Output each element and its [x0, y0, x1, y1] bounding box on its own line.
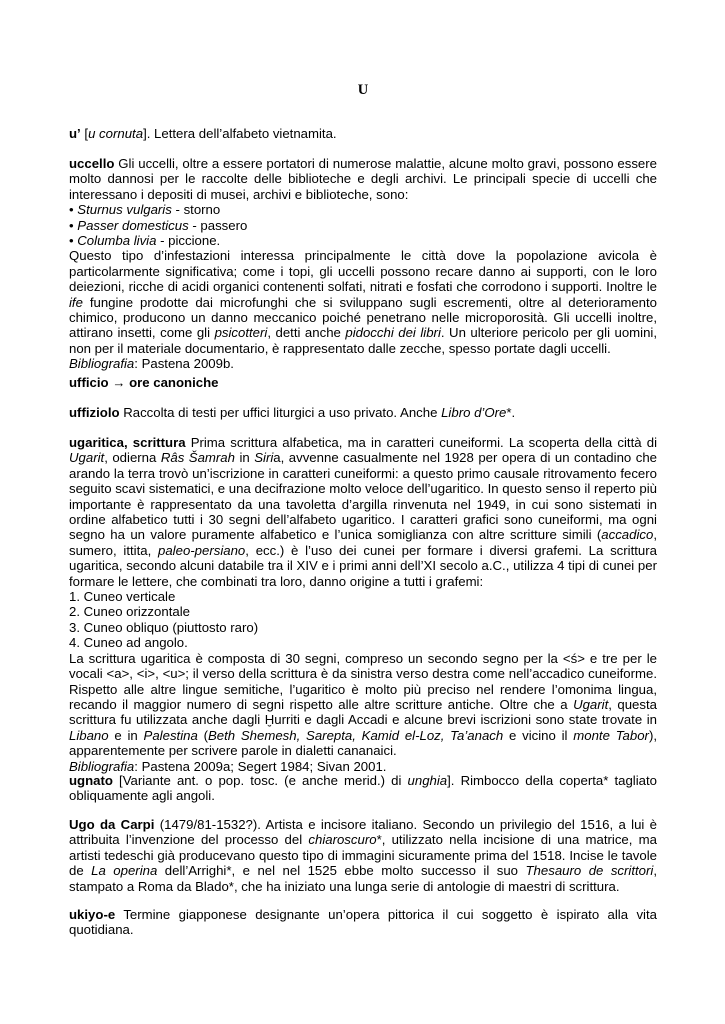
entry-ugaritica: ugaritica, scrittura Prima scrittura alfabetica, ma in caratteri cuneiformi. La scoperta della città di Ugarit, odierna Râs Šamrah in Siria, avvenne casualmente nel 1928 per opera di un contadino che arando la terra trovò un’iscrizione in caratteri cuneiformi: a questo primo causale ritrovamento fecero seguito scavi sistematici, e una decifrazione molto veloce dell’ugaritico. In questo senso il reperto più importante è rappresentato da una tavoletta d’argilla rinvenuta nel 1949, in cui sono sistemati in ordine alfabetico tutti i 30 segni dell’alfabeto ugaritico. I caratteri grafici sono cuneiformi, ma ogni segno ha un valore puramente alfabetico e l’unica somiglianza con altre scritture simili (accadico, sumero, ittita, paleo-persiano, ecc.) è l’uso dei cunei per formare i diversi grafemi. La scrittura ugaritica, secondo alcuni databile tra il XIV e i primi anni dell’XI secolo a.C., utilizza 4 tipi di cunei per formare le lettere, che combinati tra loro, danno origine a tutti i grafemi: 1. Cuneo verticale 2. Cuneo orizzontale 3. Cuneo obliquo (piuttosto raro) 4. Cuneo ad angolo. La scrittura ugaritica è composta di 30 segni, compreso un secondo segno per la <ś> e tre per le vocali <a>, <i>, <u>; il verso della scrittura è da sinistra verso destra come nell’accadico cuneiforme. Rispetto alle altre lingue semitiche, l’ugaritico è molto più preciso nel rendere l’omonima lingua, recando il maggior numero di segni rispetto alle altre scritture antiche. Oltre che a Ugarit, questa scrittura fu utilizzata anche dagli Ḫurriti e dagli Accadi e alcune brevi iscrizioni sono state trovate in Libano e in Palestina (Beth Shemesh, Sarepta, Kamid el-Loz, Ta’anach e vicino il monte Tabor), apparentemente per scrivere parole in dialetti cananaici. Bibliografia: Pastena 2009a; Segert 1984; Sivan 2001.	[69, 435, 657, 774]
entry-uffiziolo: uffiziolo Raccolta di testi per uffici liturgici a uso privato. Anche Libro d’Ore*.	[69, 405, 516, 420]
body-text: Questo tipo d’infestazioni interessa principalmente le città dove la popolazione avicola è particolarmente significativa; come i topi, gli uccelli possono recare danno ai supporti, con le loro deiezioni, ricche di acidi organici contenenti solfati, nitrati e fosfati che corrodono i supporti. Inoltre le ife fungine prodotte dai microfunghi che si sviluppano sugli escrementi, oltre al deterioramento chimico, producono un danno meccanico poiché penetrano nelle microporosità. Gli uccelli inoltre, attirano insetti, come gli psicotteri, detti anche pidocchi dei libri. Un ulteriore pericolo per gli uomini, non per il materiale documentario, è rappresentato dalle zecche, spesso portate dagli uccelli.	[69, 248, 658, 356]
entry-ukiyo-e: ukiyo-e Termine giapponese designante un’opera pittorica il cui soggetto è ispirato alla vita quotidiana.	[69, 907, 657, 938]
letter-heading: U	[357, 82, 369, 98]
headword: u’	[69, 126, 81, 141]
species-item: • Sturnus vulgaris - storno	[69, 202, 221, 218]
entry-ufficio	[69, 375, 657, 390]
headword: uccello	[69, 156, 115, 171]
entry-ugo-da-carpi: Ugo da Carpi (1479/81-1532?). Artista e incisore italiano. Secondo un privilegio del 1516, a lui è attribuita l’invenzione del processo del chiaroscuro*, utilizzato nella incisione di una matrice, ma artisti tedeschi già producevano questo tipo di immagini sicuramente prima del 1518. Incise le tavole de La operina dell’Arrighi*, e nel nel 1525 ebbe molto successo il suo Thesauro de scrittori, stampato a Roma da Blado*, che ha iniziato una lunga serie di antologie di maestri di scrittura.	[69, 817, 658, 894]
species-item: • Columba livia - piccione.	[69, 233, 221, 249]
bibliography: Bibliografia: Pastena 2009b.	[69, 356, 234, 372]
headword: ugnato	[69, 773, 113, 788]
list-item: 1. Cuneo verticale	[69, 589, 176, 605]
list-item: 3. Cuneo obliquo (piuttosto raro)	[69, 619, 259, 635]
entry-ugnato: ugnato [Variante ant. o pop. tosc. (e anche merid.) di unghia]. Rimbocco della coperta* tagliato obliquamente agli angoli.	[69, 773, 657, 804]
entry-uccello: uccello Gli uccelli, oltre a essere portatori di numerose malattie, alcune molto gravi, possono essere molto dannosi per le raccolte delle biblioteche e degli archivi. Le principali specie di uccelli che interessano i depositi di musei, archivi e biblioteche, sono: • Sturnus vulgaris - storno • Passer domesticus - passero • Columba livia - piccione. Questo tipo d’infestazioni interessa principalmente le città dove la popolazione avicola è particolarmente significativa; come i topi, gli uccelli possono recare danno ai supporti, con le loro deiezioni, ricche di acidi organici contenenti solfati, nitrati e fosfati che corrodono i supporti. Inoltre le ife fungine prodotte dai microfunghi che si sviluppano sugli escrementi, oltre al deterioramento chimico, producono un danno meccanico poiché penetrano nelle microporosità. Gli uccelli inoltre, attirano insetti, come gli psicotteri, detti anche pidocchi dei libri. Un ulteriore pericolo per gli uomini, non per il materiale documentario, è rappresentato dalle zecche, spesso portate dagli uccelli. Bibliografia: Pastena 2009b.	[69, 156, 658, 372]
headword: ukiyo-e	[69, 907, 116, 922]
headword: ufficio → ore canoniche	[69, 375, 219, 390]
list-item: 2. Cuneo orizzontale	[69, 604, 190, 620]
species-item: • Passer domesticus - passero	[69, 217, 248, 233]
headword: ugaritica, scrittura	[69, 435, 186, 450]
body-text: La scrittura ugaritica è composta di 30 segni, compreso un secondo segno per la <ś> e tre per le vocali <a>, <i>, <u>; il verso della scrittura è da sinistra verso destra come nell’accadico cuneiforme. Rispetto alle altre lingue semitiche, l’ugaritico è molto più preciso nel rendere l’omonima lingua, recando il maggior numero di segni rispetto alle altre scritture antiche. Oltre che a Ugarit, questa scrittura fu utilizzata anche dagli Ḫurriti e dagli Accadi e alcune brevi iscrizioni sono state trovate in Libano e in Palestina (Beth Shemesh, Sarepta, Kamid el-Loz, Ta’anach e vicino il monte Tabor), apparentemente per scrivere parole in dialetti cananaici.	[69, 650, 657, 759]
bibliography: Bibliografia: Pastena 2009a; Segert 1984; Sivan 2001.	[69, 758, 387, 774]
entry-u: u’ [u cornuta]. Lettera dell’alfabeto vietnamita.	[69, 126, 337, 141]
headword: uffiziolo	[69, 405, 120, 420]
list-item: 4. Cuneo ad angolo.	[69, 635, 188, 651]
headword: Ugo da Carpi	[69, 817, 155, 832]
